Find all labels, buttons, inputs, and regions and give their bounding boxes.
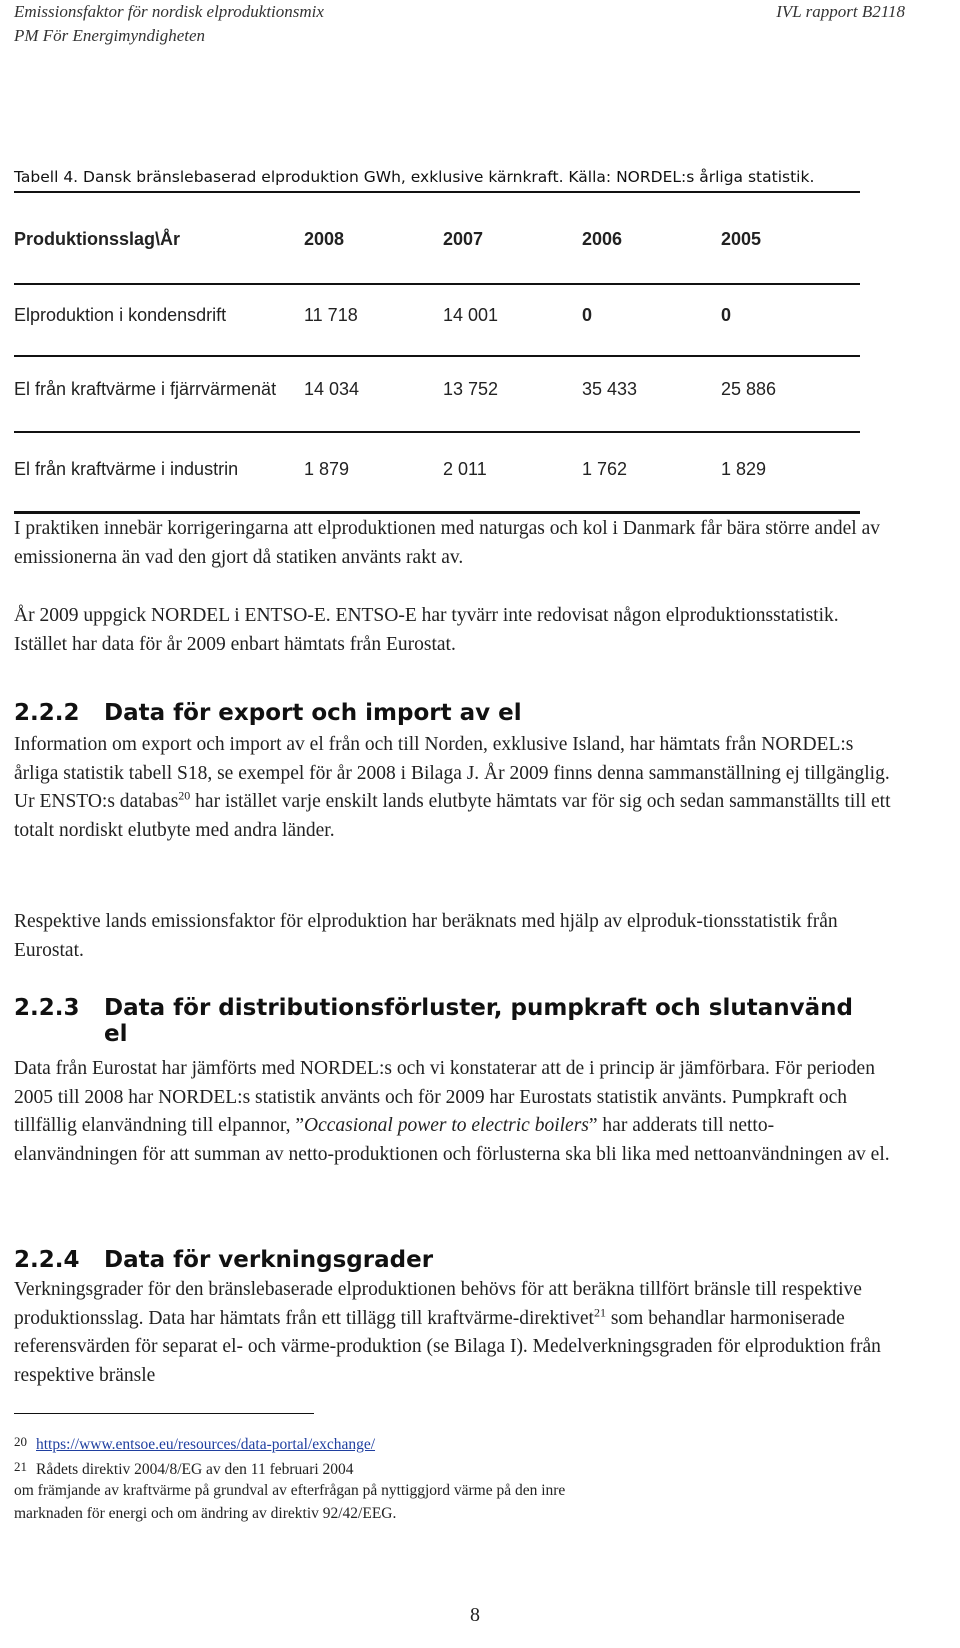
section-title: Data för distributionsförluster, pumpkraft och slutanvänd	[104, 995, 853, 1021]
paragraph-text: ” har adderats till netto-elanvändningen för att summan av netto-produktionen och förlusterna ska bli lika med nettoanvändningen av el.	[14, 1115, 890, 1165]
footnote	[14, 1430, 375, 1457]
running-header-title: Emissionsfaktor för nordisk elproduktionsmix	[14, 2, 324, 21]
section-title: Data för verkningsgrader	[104, 1247, 434, 1273]
section-number: 2.2.2	[14, 700, 80, 726]
table-top-rule	[14, 191, 860, 193]
paragraph-text: Data från Eurostat har jämförts med NORDEL:s och vi konstaterar att de i princip är jämförbara. För perioden 2005 till 2008 har NORDEL:s statistik använts och för 2009 har Eurostats statistik använts. Pumpkraft och tillfällig elanvändning till elpannor, ”	[14, 1058, 875, 1136]
column-header: 2006	[582, 229, 721, 284]
paragraph	[14, 1055, 894, 1169]
footnote-rule	[14, 1413, 314, 1414]
row-label: El från kraftvärme i fjärrvärmenät	[14, 356, 304, 432]
footnote-continuation: om främjande av kraftvärme på grundval av efterfrågan på nyttiggjord värme på den inre	[14, 1482, 566, 1499]
section-number: 2.2.3	[14, 995, 80, 1021]
table-cell: 0	[582, 284, 721, 356]
table-cell: 0	[721, 284, 860, 356]
table-row	[14, 432, 860, 513]
footnote-ref[interactable]: 20	[178, 788, 191, 803]
footnote-number: 21	[14, 1459, 27, 1474]
column-header: 2005	[721, 229, 860, 284]
section-title: Data för export och import av el	[104, 700, 522, 726]
table-header-row	[14, 229, 860, 284]
table-cell: 1 879	[304, 432, 443, 513]
page-number: 8	[470, 1604, 480, 1626]
italic-term: Occasional power to electric boilers	[304, 1115, 589, 1136]
running-header-report-id: IVL rapport B2118	[776, 2, 905, 21]
paragraph: I praktiken innebär korrigeringarna att elproduktionen med naturgas och kol i Danmark får bära större andel av emissionerna än vad den gjort då statiken använts rakt av.	[14, 518, 880, 568]
table-cell: 25 886	[721, 356, 860, 432]
paragraph-text: har istället varje enskilt lands elutbyte hämtats var för sig och sedan sammanställts till ett totalt nordiskt elutbyte med andra länder.	[14, 791, 891, 841]
table-caption: Tabell 4. Dansk bränslebaserad elproduktion GWh, exklusive kärnkraft. Källa: NORDEL:s årliga statistik.	[14, 168, 815, 186]
paragraph-text: Verkningsgrader för den bränslebaserade elproduktionen behövs för att beräkna tillfört bränsle till respektive produktionsslag. Data har hämtats från ett tillägg till kraftvärme-direktivet	[14, 1279, 862, 1329]
row-label: Elproduktion i kondensdrift	[14, 284, 304, 356]
table-row	[14, 356, 860, 432]
footnote-ref[interactable]: 21	[593, 1305, 606, 1319]
paragraph: År 2009 uppgick NORDEL i ENTSO-E. ENTSO-E har tyvärr inte redovisat någon elproduktionsstatistik. Istället har data för år 2009 enbart hämtats från Eurostat.	[14, 605, 839, 655]
table-cell: 14 001	[443, 284, 582, 356]
paragraph: Respektive lands emissionsfaktor för elproduktion har beräknats med hjälp av elproduk-tionsstatistik från Eurostat.	[14, 911, 838, 961]
footnote-number: 20	[14, 1434, 27, 1449]
section-title-cont: el	[104, 1021, 128, 1047]
table-cell: 1 762	[582, 432, 721, 513]
section-heading	[14, 995, 853, 1047]
column-header: 2008	[304, 229, 443, 284]
paragraph	[14, 1276, 894, 1390]
row-label: El från kraftvärme i industrin	[14, 432, 304, 513]
production-table	[14, 229, 860, 514]
table-cell: 1 829	[721, 432, 860, 513]
paragraph	[14, 731, 894, 845]
footnote	[14, 1455, 354, 1482]
table-row	[14, 284, 860, 356]
footnote-text: Rådets direktiv 2004/8/EG av den 11 februari 2004	[36, 1461, 354, 1478]
table-cell: 11 718	[304, 284, 443, 356]
footnote-link[interactable]: https://www.entsoe.eu/resources/data-portal/exchange/	[36, 1436, 376, 1453]
table-cell: 13 752	[443, 356, 582, 432]
column-header: 2007	[443, 229, 582, 284]
column-header: Produktionsslag\År	[14, 229, 304, 284]
table-cell: 2 011	[443, 432, 582, 513]
paragraph-text: som behandlar harmoniserade referensvärden för separat el- och värme-produktion (se Bilaga I). Medelverkningsgraden för elproduktion från respektive bränsle	[14, 1307, 881, 1386]
section-number: 2.2.4	[14, 1247, 80, 1273]
running-header-subtitle: PM För Energimyndigheten	[14, 26, 206, 45]
section-heading	[14, 700, 522, 726]
paragraph-text: Information om export och import av el från och till Norden, exklusive Island, har hämtats från NORDEL:s årliga statistik tabell S18, se exempel för år 2008 i Bilaga J. År 2009 finns denna sammanställning ej tillgänglig. Ur ENSTO:s databas	[14, 734, 890, 812]
table-cell: 14 034	[304, 356, 443, 432]
footnote-continuation: marknaden för energi och om ändring av direktiv 92/42/EEG.	[14, 1505, 397, 1522]
section-heading	[14, 1247, 433, 1273]
table-cell: 35 433	[582, 356, 721, 432]
